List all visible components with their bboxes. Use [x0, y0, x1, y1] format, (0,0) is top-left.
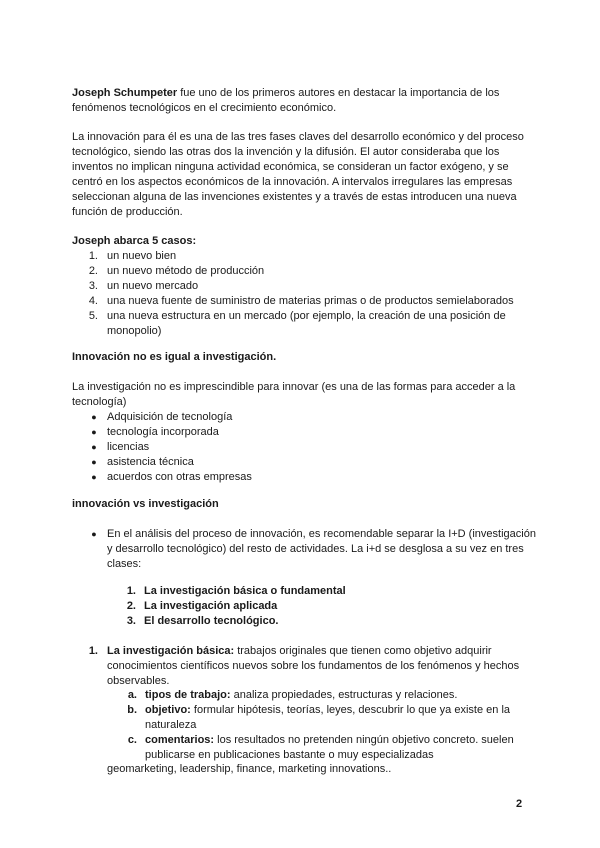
sub-item: b. objetivo: formular hipótesis, teorías, leyes, descubrir lo que ya existe en la naturaleza — [127, 704, 510, 731]
list-item: 2. La investigación aplicada — [126, 600, 278, 612]
section-heading-innovation-vs-research: innovación vs investigación — [72, 498, 219, 510]
author-name: Joseph Schumpeter — [72, 87, 178, 99]
intro-text: fue uno de los primeros autores en destacar la importancia de los fenómenos tecnológicos en el crecimiento económico. — [72, 87, 500, 114]
section-heading-innovation-not-research: Innovación no es igual a investigación. — [72, 351, 277, 363]
bullet-icon: ● — [91, 472, 97, 482]
bullet-item: ● licencias — [0, 440, 600, 455]
list-item: 5. una nueva estructura en un mercado (por ejemplo, la creación de una posición de monopolio) — [88, 310, 506, 337]
page-number: 2 — [516, 798, 523, 810]
bullet-item: ● asistencia técnica — [0, 455, 600, 470]
list-item: 2. un nuevo método de producción — [88, 265, 265, 277]
bullet-item: ● acuerdos con otras empresas — [0, 470, 600, 485]
research-paragraph: La investigación no es imprescindible para innovar (es una de las formas para acceder a la tecnología) — [72, 381, 516, 408]
trailing-line: geomarketing, leadership, finance, marketing innovations.. — [107, 763, 392, 775]
bullet-icon: ● — [91, 412, 97, 422]
basic-research-title: La investigación básica: — [107, 645, 235, 657]
bullet-icon: ● — [91, 457, 97, 467]
basic-research-item: 1. La investigación básica: trabajos originales que tienen como objetivo adquirir conocimientos científicos nuevos sobre los fundamentos de los fenómenos y hechos observables. — [88, 645, 520, 687]
bullet-icon: ● — [91, 442, 97, 452]
bullet-icon: ● — [91, 427, 97, 437]
list-item: 3. un nuevo mercado — [88, 280, 199, 292]
sub-item: a. tipos de trabajo: analiza propiedades, estructuras y relaciones. — [127, 689, 458, 701]
sub-item: c. comentarios: los resultados no pretenden ningún objetivo concreto. suelen publicarse en publicaciones bastante o muy especializadas — [127, 734, 514, 761]
list-item: 4. una nueva fuente de suministro de materias primas o de productos semielaborados — [88, 295, 514, 307]
list-item: 1. un nuevo bien — [88, 250, 177, 262]
list-item: 1. La investigación básica o fundamental — [126, 585, 346, 597]
bullet-item: ● Adquisición de tecnología — [0, 410, 600, 425]
intro-paragraph — [72, 86, 534, 116]
cases-heading: Joseph abarca 5 casos: — [72, 235, 197, 247]
innovation-paragraph: La innovación para él es una de las tres fases claves del desarrollo económico y del proceso tecnológico, siendo las otras dos la invención y la difusión. El autor consideraba que los inventos no implican ninguna actividad económica, se consideran un factor exógeno, y se centró en los aspectos económicos de la innovación. A intervalos irregulares las empresas seleccionan alguna de las invenciones existentes y a través de estas introducen una nueva función de producción. — [72, 131, 524, 218]
bullet-item: ● En el análisis del proceso de innovación, es recomendable separar la I+D (investigación y desarrollo tecnológico) del resto de actividades. La i+d se desglosa a su vez en tres clases: — [0, 527, 600, 572]
bullet-icon: ● — [91, 529, 97, 539]
list-item: 3. El desarrollo tecnológico. — [126, 615, 279, 627]
bullet-item: ● tecnología incorporada — [0, 425, 600, 440]
